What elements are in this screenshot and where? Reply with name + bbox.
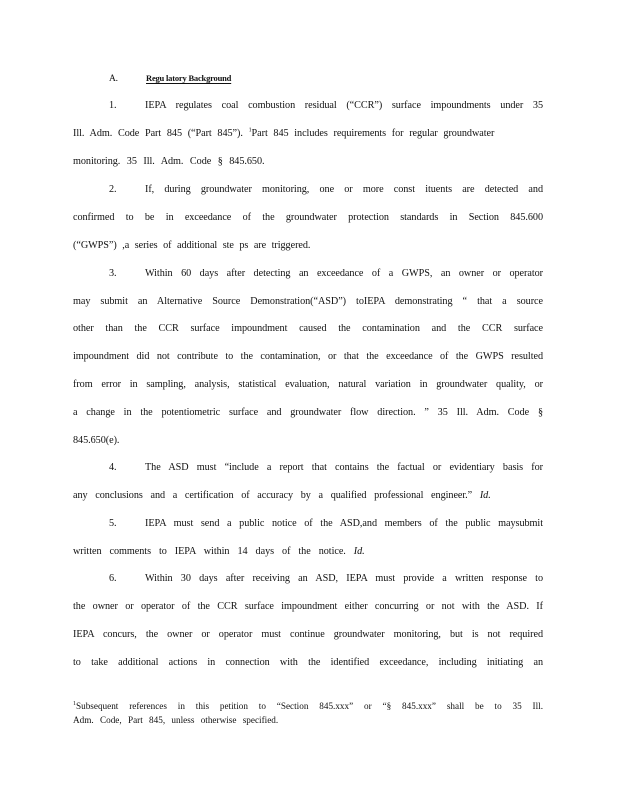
paragraph-6-line-2: the owner or operator of the CCR surface impoundment either concurring or not with the ASD. If — [73, 601, 543, 612]
paragraph-5-line-1: 5. IEPA must send a public notice of the ASD,and members of the public maysubmit — [109, 518, 543, 529]
paragraph-6-line-1: 6. Within 30 days after receiving an ASD, IEPA must provide a written response to — [109, 573, 543, 584]
paragraph-number: 5. — [109, 518, 117, 529]
paragraph-6-line-4: to take additional actions in connection with the identified exceedance, including initiating an — [73, 657, 543, 668]
paragraph-3-line-3: other than the CCR surface impoundment caused the contamination and the CCR surface — [73, 323, 543, 334]
footnote-mark: 1 — [73, 700, 76, 707]
paragraph-6-line-3: IEPA concurs, the owner or operator must continue groundwater monitoring, but is not required — [73, 629, 543, 640]
paragraph-number: 2. — [109, 184, 117, 195]
paragraph-number: 6. — [109, 573, 117, 584]
section-heading — [109, 73, 257, 84]
paragraph-number: 1. — [109, 100, 117, 111]
paragraph-2-line-1: 2. If, during groundwater monitoring, one or more const ituents are detected and — [109, 184, 543, 195]
paragraph-1-line-2: Ill. Adm. Code Part 845 (“Part 845”). $^1$Part 845 includes requirements for regular groundwater — [73, 127, 495, 139]
paragraph-3-line-2: may submit an Alternative Source Demonstration(“ASD”) toIEPA demonstrating “ that a source — [73, 296, 543, 307]
id-citation: Id. — [353, 546, 365, 557]
footnote-line-2: Adm. Code, Part 845, unless otherwise specified. — [73, 715, 279, 725]
paragraph-5-line-2: written comments to IEPA within 14 days of the notice. Id. — [73, 546, 365, 557]
paragraph-2-line-3: (“GWPS”) ,a series of additional ste ps are triggered. — [73, 240, 311, 251]
paragraph-4-line-2: any conclusions and a certification of accuracy by a qualified professional engineer.” Id. — [73, 490, 491, 501]
paragraph-4-line-1: 4. The ASD must “include a report that contains the factual or evidentiary basis for — [109, 462, 543, 473]
footnote-reference: 1 — [248, 127, 252, 134]
paragraph-3-line-5: from error in sampling, analysis, statistical evaluation, natural variation in groundwater quality, or — [73, 379, 543, 390]
footnote-line-1: $^1$Subsequent references in this petition to “Section 845.xxx” or “§ 845.xxx” shall be to 35 Ill. — [73, 700, 543, 711]
paragraph-3-line-1: 3. Within 60 days after detecting an exceedance of a GWPS, an owner or operator — [109, 268, 543, 279]
section-letter: A. — [109, 74, 118, 84]
paragraph-number: 3. — [109, 268, 117, 279]
paragraph-1-line-3: monitoring. 35 Ill. Adm. Code § 845.650. — [73, 156, 265, 167]
section-title: Regu latory Background — [146, 73, 232, 83]
paragraph-3-line-7: 845.650(e). — [73, 435, 120, 446]
id-citation: Id. — [479, 490, 491, 501]
paragraph-2-line-2: confirmed to be in exceedance of the groundwater protection standards in Section 845.600 — [73, 212, 543, 223]
paragraph-3-line-6: a change in the potentiometric surface and groundwater flow direction. ” 35 Ill. Adm. Code § — [73, 407, 543, 418]
paragraph-number: 4. — [109, 462, 117, 473]
paragraph-1-line-1: 1. IEPA regulates coal combustion residual (“CCR”) surface impoundments under 35 — [109, 100, 543, 111]
paragraph-3-line-4: impoundment did not contribute to the contamination, or that the exceedance of the GWPS resulted — [73, 351, 543, 362]
